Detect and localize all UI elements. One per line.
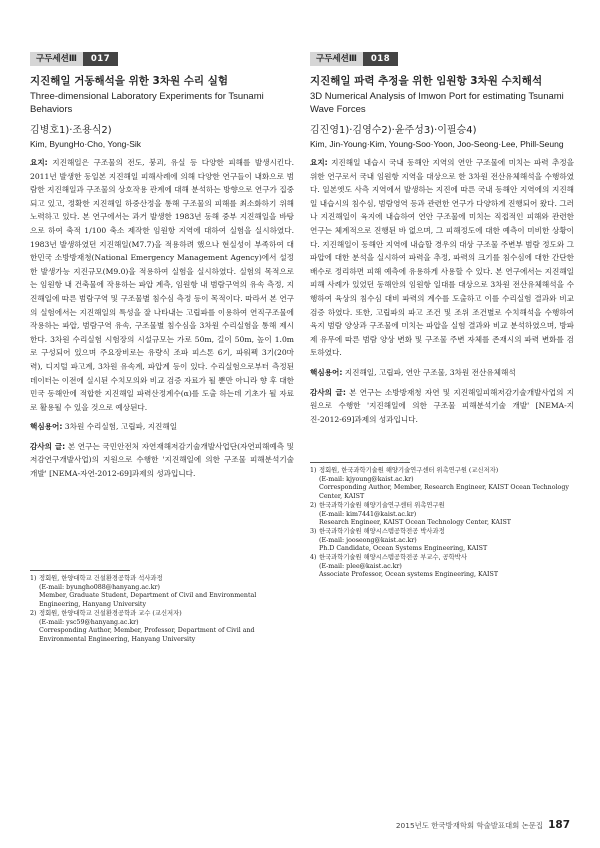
- footnote-divider: [30, 570, 130, 571]
- footnote-line: Member, Graduate Student, Department of Civil and Environmental Engineering, Hanyang University: [39, 592, 257, 609]
- footnote-item: [310, 467, 574, 502]
- acknowledgement-label: 감사의 글:: [310, 387, 346, 397]
- acknowledgement-text: 본 연구는 국민안전처 자연재해저감기술개발사업단(자연피해예측 및 저감연구개발사업)의 지원으로 수행한 '지진해일에 의한 구조물 피해분석기술 개발' [NEMA-자연-2012-69]과제의 성과입니다.: [30, 441, 294, 479]
- footnote-email: (E-mail: byungho088@hanyang.ac.kr): [39, 583, 160, 591]
- footnote-line: 정회원, 한국과학기술원 해양기술연구센터 위촉연구원 (교신저자): [319, 467, 499, 474]
- session-number: 017: [83, 52, 118, 66]
- footnote-email: (E-mail: jooseong@kaist.ac.kr): [319, 536, 417, 544]
- footnote-number: 2): [310, 501, 317, 509]
- footnote-item: [310, 502, 574, 528]
- session-header: [310, 52, 574, 66]
- footnote-line: 정회원, 한양대학교 건설환경공학과 교수 (교신저자): [39, 609, 182, 617]
- session-label: 구두세션Ⅲ: [30, 52, 83, 66]
- footnote-number: 1): [30, 575, 37, 582]
- footnote-line: 한국과학기술원 해양시스템공학전공 박사과정: [319, 527, 445, 535]
- footnote-line: Corresponding Author, Member, Research Engineer, KAIST Ocean Technology Center, KAIST: [319, 484, 569, 501]
- authors-korean: 김진영1)·김영수2)·윤주성3)·이필승4): [310, 125, 477, 136]
- abstract-label: 요지:: [310, 158, 328, 167]
- left-article: [30, 52, 294, 643]
- footnote-line: Associate Professor, Ocean systems Engineering, KAIST: [319, 571, 499, 579]
- session-number: 018: [363, 52, 398, 66]
- footnote-line: 한국과학기술원 해양기술연구센터 위촉연구원: [319, 501, 445, 509]
- footnote-email: (E-mail: kjyoung@kaist.ac.kr): [319, 475, 414, 483]
- footnote-number: 4): [310, 554, 317, 562]
- footnote-number: 1): [310, 467, 317, 474]
- proceedings-title: 2015년도 한국방재학회 학술발표대회 논문집: [395, 821, 544, 830]
- footnote-email: (E-mail: plee@kaist.ac.kr): [319, 562, 402, 570]
- keywords-label: 핵심용어:: [30, 422, 63, 432]
- keywords-text: 3차원 수리실험, 고립파, 지진해일: [62, 422, 178, 432]
- page-footer: [396, 819, 570, 831]
- acknowledgement-label: 감사의 글:: [30, 441, 66, 451]
- session-label: 구두세션Ⅲ: [310, 52, 363, 66]
- acknowledgement-paragraph: [30, 440, 294, 481]
- abstract-paragraph: [30, 156, 294, 414]
- acknowledgement-paragraph: [310, 386, 574, 427]
- keywords-paragraph: [310, 366, 574, 380]
- abstract-label: 요지:: [30, 158, 48, 167]
- footnote-email: (E-mail: ysc59@hanyang.ac.kr): [39, 618, 139, 626]
- footnote-item: [30, 575, 294, 610]
- article-title-korean: 지진해일 거동해석을 위한 3차원 수리 실험: [30, 75, 229, 87]
- footnote-line: 한국과학기술원 해양시스템공학전공 부교수, 공학박사: [319, 554, 467, 562]
- footnote-line: Ph.D Candidate, Ocean Systems Engineering, KAIST: [319, 545, 488, 553]
- footnote-number: 3): [310, 527, 317, 535]
- footnote-number: 2): [30, 609, 37, 617]
- footnotes: [310, 462, 574, 580]
- article-body: [30, 156, 294, 481]
- article-body: [310, 156, 574, 426]
- abstract-paragraph: [310, 156, 574, 360]
- session-header: [30, 52, 294, 66]
- authors-english: Kim, Jin-Young·Kim, Young-Soo·Yoon, Joo-Seong·Lee, Phill-Seung: [310, 139, 564, 149]
- keywords-label: 핵심용어:: [310, 367, 343, 377]
- footnote-item: [30, 610, 294, 645]
- abstract-text: 지진해일 내습시 국내 동해안 지역의 연안 구조물에 미치는 파력 추정을 위한 연구로서 국내 임원항 지역을 대상으로 한 3차원 전산유체해석을 수행하였다. 일본엣도 사측 지역에서 발생하는 지진에 따른 국내 동해안 지역에의 지진해일 내습시의 침수심, 범람영역 등과 관련한 연구가 다양하게 진행되어 왔다. 그러나 지진해일이 육지에 내습하여 연안 구조물에 미치는 직접적인 피해와 관련한 연구는 체계적으로 진행된 바 없으며, 그 피해정도에 대한 예측이 미비한 상황이다. 지진해일이 동해안 지역에 내습할 경우의 대상 구조물 주변부 범람 정도와 그 파압에 대한 분석을 실시하여 파력을 추정, 파력의 크기를 침수심에 대한 간단한 배수로 정리하면 피해 예측에 유용하게 사용할 수 있다. 본 연구에서는 지진해일 피해 사례가 있었던 동해안의 임원항 일대를 대상으로 3차원 전산유체해석을 수행하여 육상의 침수심 대비 파력의 계수를 도출하고 이를 수리실험 결과와 비교 검증 하였다. 또한, 고립파의 파고 조건 및 조위 조건별로 수치해석을 수행하여 육지 범람 양상과 구조물에 미치는 파압을 실험 결과와 비교 분석하였으며, 방파제 유무에 따른 범람 양상 변화 및 구조물 주변 자체를 존재시의 파력 변화를 검토하였다.: [310, 158, 574, 358]
- acknowledgement-text: 본 연구는 소방방재청 자연 및 지진해일피해저감기술개발사업의 지원으로 수행한 '지진해일에 의한 구조물 피해분석기술 개발' [NEMA-지진-2012-69]과제의 성과입니다.: [310, 387, 574, 424]
- abstract-text: 지진해일은 구조물의 전도, 붕괴, 유실 등 다양한 피해를 발생시킨다. 2011년 발생한 동일본 지진해일 피해사례에 의해 다양한 연구들이 내화으로 범람한 지진해일과 구조물의 상호작용 관계에 대해 분석하는 방향으로 연구가 집중되고 있고, 정확한 지진해일 하중산정을 통해 구조물의 피해를 최소화하기 위해 노력하고 있다. 본 연구에서는 과거 발생한 1983년 동해 중부 지진해일을 바탕으로 하여 축적 1/100 축소 제작한 임원항 지역에 대하여 실험을 실시하였다. 1983년 발생하였던 지진해일(M7.7)을 적용하려 했으나 현실성이 부족하여 대한민국 소방방재청(National Emergency Management Agency)에서 설정한 발생가능 지진규모(M9.0)을 적용하여 실험을 실시하였다. 실험의 목적으로는 임원항 내 건축물에 작용하는 파압 계측, 임원항 내 범람구역의 유속 측정, 지진해일에 따른 범람구역 및 구조물별 침수심 측정 등이 목적이다. 따라서 본 연구의 실험에서는 지진해일의 특성을 잘 나타내는 고립파를 이용하여 연직구조물에 작용하는 파압, 범람구역 유속, 구조물별 침수심을 3차원 수리실험을 통해 제시한다. 3차원 수리실험 시험장의 시설규모는 가로 50m, 길이 50m, 높이 1.0m로 구성되어 있으며 주요장비로는 유량식 조파 피스톤 6기, 파워펙 3기(20마력), 디지털 파고계, 3차원 유속계, 파압계 등이 있다. 수리실험으로부터 측정된 데이터는 이전에 실시된 수치모의와 비교 검증 자료가 될 뿐만 아니라 향 후 대한민국 동해안에 적합한 지진해일 파력산정계수(α)를 도출 하는데 기초가 될 자료로 활용될 수 있을 것으로 예상된다.: [30, 158, 294, 412]
- keywords-paragraph: [30, 420, 294, 434]
- footnote-line: 정회원, 한양대학교 건설환경공학과 석사과정: [39, 575, 163, 582]
- footnote-email: (E-mail: kim7441@kaist.ac.kr): [319, 510, 417, 518]
- authors-english: Kim, ByungHo·Cho, Yong-Sik: [30, 139, 142, 149]
- footnote-item: [310, 554, 574, 580]
- footnote-line: Corresponding Author, Member, Professor, Department of Civil and Environmental Engineering, Hanyang University: [39, 627, 255, 643]
- page-number: 187: [548, 819, 570, 831]
- article-title-english: Three-dimensional Laboratory Experiments for Tsunami Behaviors: [30, 91, 264, 115]
- footnote-line: Research Engineer, KAIST Ocean Technology Center, KAIST: [319, 519, 511, 527]
- article-title-english: 3D Numerical Analysis of Imwon Port for estimating Tsunami Wave Forces: [310, 91, 564, 115]
- footnotes: [30, 570, 294, 645]
- right-article: [310, 52, 574, 579]
- authors-korean: 김병호1)·조용식2): [30, 125, 112, 136]
- footnote-divider: [310, 462, 410, 463]
- keywords-text: 지진해일, 고립파, 연안 구조물, 3차원 전산유체해석: [342, 367, 516, 377]
- article-title-korean: 지진해일 파력 추정을 위한 임원항 3차원 수치해석: [310, 75, 543, 87]
- footnote-item: [310, 528, 574, 554]
